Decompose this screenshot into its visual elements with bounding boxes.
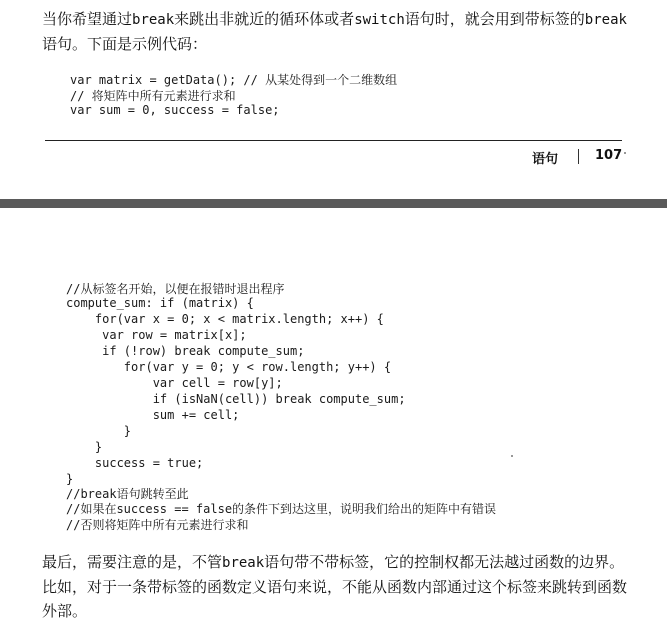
- page-number: 107: [595, 148, 623, 163]
- code-keyword-switch: switch: [354, 12, 405, 28]
- code-line: }: [66, 472, 74, 486]
- code-keyword-break: break: [132, 12, 175, 28]
- intro-paragraph: 当你希望通过break来跳出非就近的循环体或者switch语句时，就会用到带标签的break语句。下面是示例代码：: [42, 10, 627, 53]
- code-line: }: [66, 440, 103, 454]
- code-line: //如果在success == false的条件下到达这里，说明我们给出的矩阵中有错误: [66, 502, 497, 516]
- scan-speck: [624, 152, 626, 154]
- footer-section-title: 语句: [532, 152, 559, 167]
- code-line: //从标签名开始，以便在报错时退出程序: [66, 282, 285, 296]
- scan-speck: [511, 455, 513, 457]
- code-line: var matrix = getData(); // 从某处得到一个二维数组: [70, 73, 398, 87]
- closing-paragraph: 最后，需要注意的是，不管break语句带不带标签，它的控制权都无法越过函数的边界。比如，对于一条带标签的函数定义语句来说，不能从函数内部通过这个标签来跳转到函数外部。: [42, 553, 628, 620]
- code-line: var sum = 0, success = false;: [70, 103, 280, 117]
- code-line: }: [66, 424, 132, 438]
- code-keyword-break: break: [584, 12, 627, 28]
- code-line: //否则将矩阵中所有元素进行求和: [66, 518, 249, 532]
- code-line: var row = matrix[x];: [66, 328, 247, 342]
- code-keyword-break: break: [222, 555, 265, 571]
- page-gap-band: [0, 199, 667, 208]
- code-line: for(var y = 0; y < row.length; y++) {: [66, 360, 392, 374]
- footer-rule: [45, 140, 622, 141]
- code-line: compute_sum: if (matrix) {: [66, 296, 254, 310]
- code-line: sum += cell;: [66, 408, 240, 422]
- code-line: //break语句跳转至此: [66, 487, 189, 501]
- code-line: for(var x = 0; x < matrix.length; x++) {: [66, 312, 384, 326]
- code-line: if (!row) break compute_sum;: [66, 344, 305, 358]
- code-line: var cell = row[y];: [66, 376, 283, 390]
- code-line: success = true;: [66, 456, 204, 470]
- code-line: if (isNaN(cell)) break compute_sum;: [66, 392, 406, 406]
- code-line: // 将矩阵中所有元素进行求和: [70, 89, 236, 103]
- footer-separator: [578, 149, 579, 164]
